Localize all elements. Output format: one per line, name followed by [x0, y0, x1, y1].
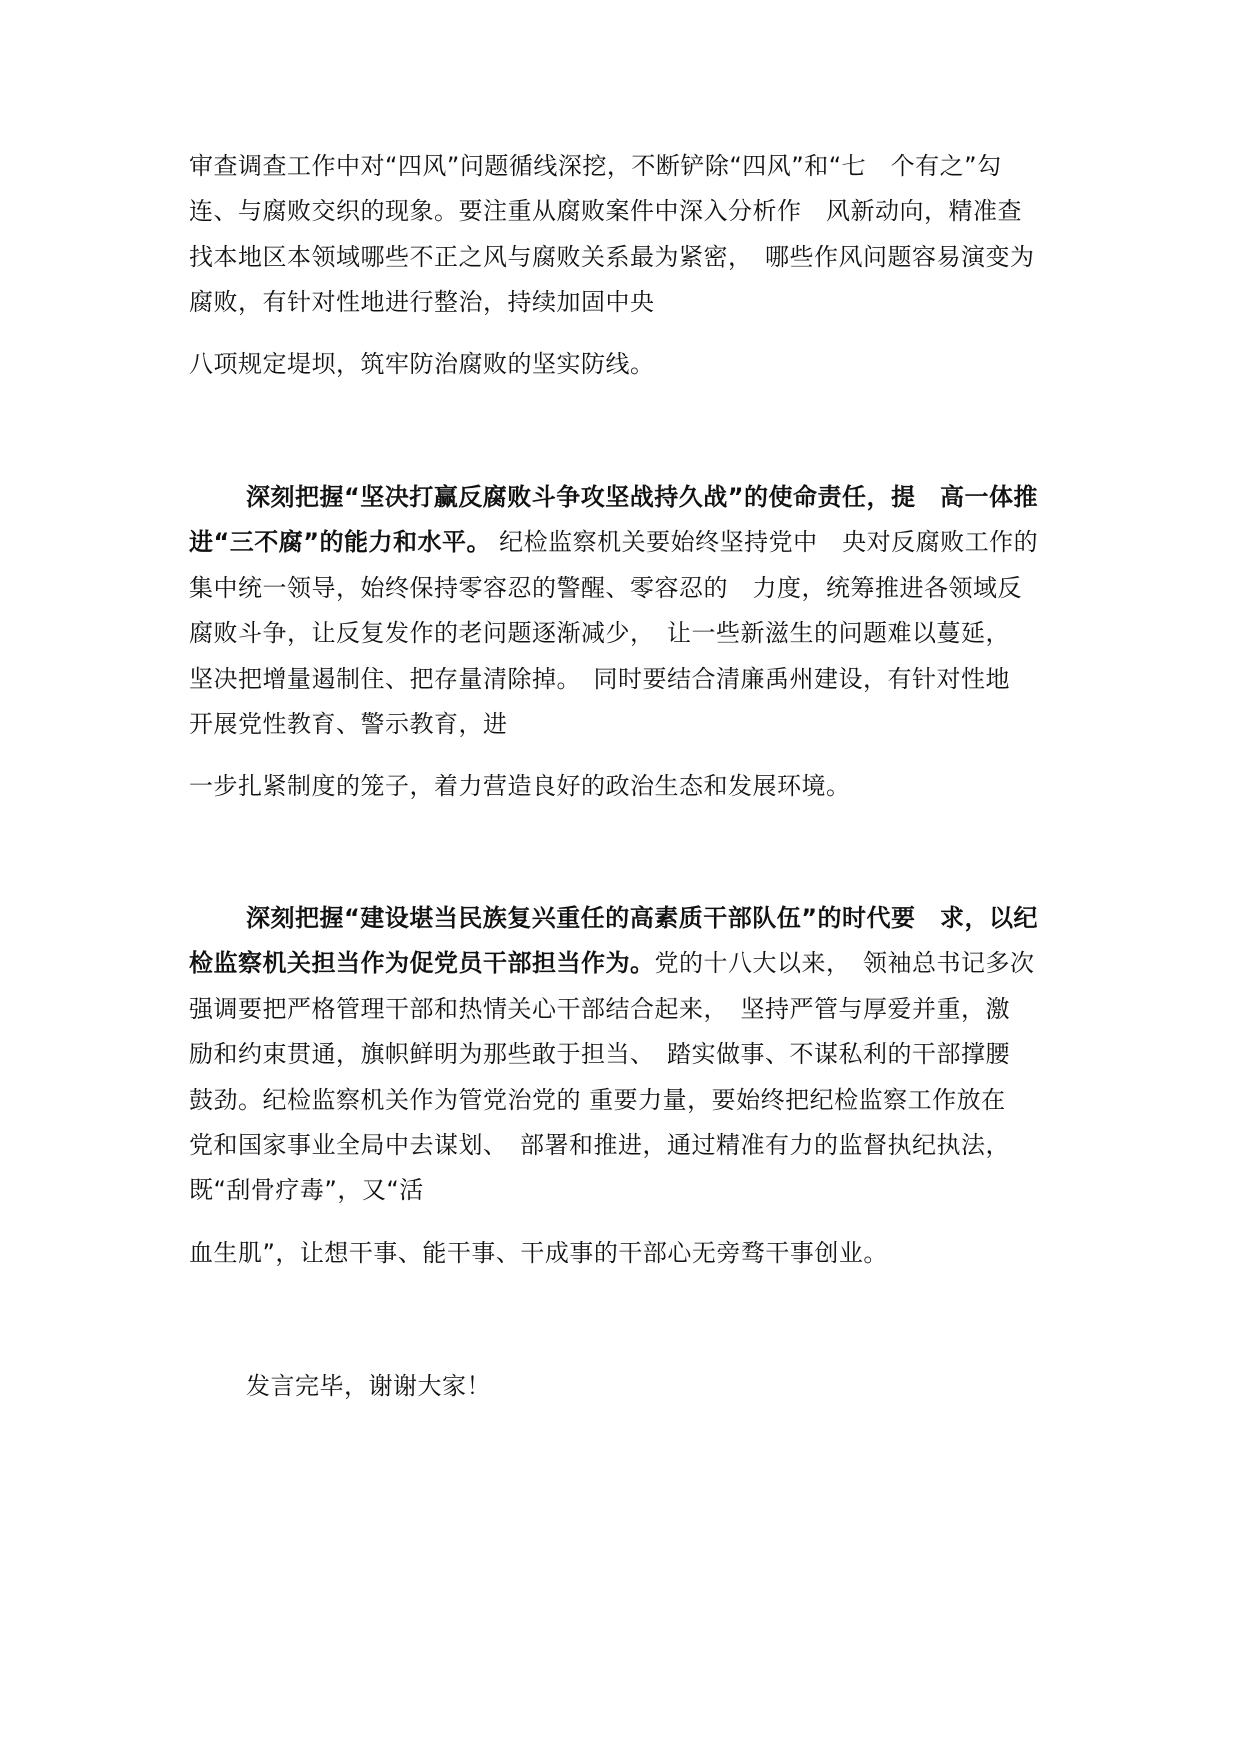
closing-remark: 发言完毕，谢谢大家！ — [246, 1372, 491, 1400]
text-line: 鼓劲。纪检监察机关作为管党治党的 重要力量，要始终把纪检监察工作放在 — [189, 1086, 1006, 1114]
text-line: 励和约束贯通，旗帜鲜明为那些敢于担当、 踏实做事、不谋私利的干部撑腰 — [189, 1040, 1010, 1068]
text-line: 八项规定堤坝，筑牢防治腐败的坚实防线。 — [189, 350, 655, 378]
text-line: 开展党性教育、警示教育，进 — [189, 710, 508, 738]
text-line: 连、与腐败交织的现象。要注重从腐败案件中深入分析作 风新动向，精准查 — [189, 197, 1022, 225]
text-line: 集中统一领导，始终保持零容忍的警醒、零容忍的 力度，统筹推进各领域反 — [189, 574, 1022, 602]
text-line: 腐败，有针对性地进行整治，持续加固中央 — [189, 288, 655, 316]
text-line: 强调要把严格管理干部和热情关心干部结合起来， 坚持严管与厚爱并重，激 — [189, 995, 1010, 1023]
text-line: 一步扎紧制度的笼子，着力营造良好的政治生态和发展环境。 — [189, 772, 851, 800]
section-heading-text: 进“三不腐”的能力和水平。 — [189, 528, 492, 556]
text-line: 腐败斗争，让反复发作的老问题逐渐减少， 让一些新滋生的问题难以蔓延， — [189, 619, 1010, 647]
text-line: 坚决把增量遏制住、把存量清除掉。 同时要结合清廉禹州建设，有针对性地 — [189, 665, 1010, 693]
text-line: 既“刮骨疗毒”，又“活 — [189, 1176, 424, 1204]
section-heading-text: 检监察机关担当作为促党员干部担当作为。 — [189, 949, 655, 977]
section-heading-line: 深刻把握“建设堪当民族复兴重任的高素质干部队伍”的时代要 求，以纪 — [246, 904, 1039, 932]
text-line: 血生肌”，让想干事、能干事、干成事的干部心无旁骛干事创业。 — [189, 1239, 888, 1267]
text-line: 审查调查工作中对“四风”问题循线深挖，不断铲除“四风”和“七 个有之”勾 — [189, 152, 1002, 180]
text-line: 找本地区本领域哪些不正之风与腐败关系最为紧密， 哪些作风问题容易演变为 — [189, 243, 1035, 271]
paragraph-text: 纪检监察机关要始终坚持党中 央对反腐败工作的 — [491, 528, 1039, 556]
text-line — [189, 948, 1035, 978]
section-heading-line: 深刻把握“坚决打赢反腐败斗争攻坚战持久战”的使命责任，提 高一体推 — [246, 483, 1039, 511]
text-line: 党和国家事业全局中去谋划、 部署和推进，通过精准有力的监督执纪执法， — [189, 1131, 1010, 1159]
text-line — [189, 527, 1038, 557]
paragraph-text: 党的十八大以来， 领袖总书记多次 — [654, 949, 1035, 977]
